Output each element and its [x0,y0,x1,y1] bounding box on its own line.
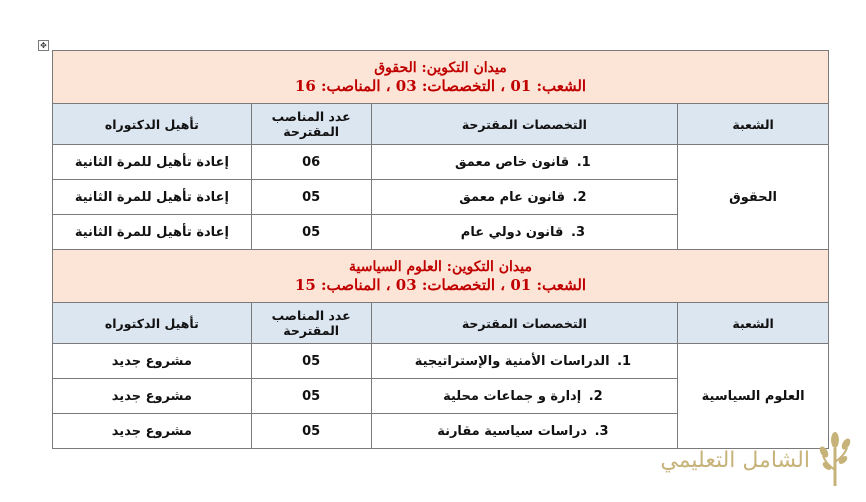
move-cross-icon: ✥ [40,41,47,50]
tree-logo-icon [818,430,852,490]
header-positions: عدد المناصب المقترحة [251,303,371,344]
field-label: ميدان التكوين: [421,60,507,76]
section-banner-cell [53,51,829,104]
branch-cell: الحقوق [678,145,829,250]
qualification-cell: مشروع جديد [53,379,252,414]
qualification-cell: إعادة تأهيل للمرة الثانية [53,145,252,180]
specialty-cell [371,379,678,414]
header-positions: عدد المناصب المقترحة [251,104,371,145]
positions-cell: 05 [251,180,371,215]
field-title [57,258,824,276]
field-title [57,59,824,77]
specialty-text: قانون دولي عام [460,224,564,240]
field-stats: الشعب: 01 ، التخصصات: 03 ، المناصب: 15 [294,276,587,294]
table-move-handle[interactable] [38,40,49,51]
positions-cell: 05 [251,344,371,379]
qualification-cell: مشروع جديد [53,414,252,449]
header-specialties: التخصصات المقترحة [371,104,678,145]
header-specialties: التخصصات المقترحة [371,303,678,344]
specialty-text: قانون عام معمق [459,189,565,205]
table-row [53,344,829,379]
watermark-text: الشامل التعليمي [660,447,810,473]
table-row [53,145,829,180]
row-number: 3. [570,224,585,240]
branch-cell: العلوم السياسية [678,344,829,449]
qualification-cell: إعادة تأهيل للمرة الثانية [53,180,252,215]
positions-cell: 05 [251,414,371,449]
header-qualification: تأهيل الدكتوراه [53,104,252,145]
section-banner-cell [53,250,829,303]
header-qualification: تأهيل الدكتوراه [53,303,252,344]
training-plan-table [52,50,829,449]
header-row [53,303,829,344]
specialty-cell [371,145,678,180]
specialty-cell [371,344,678,379]
field-label: ميدان التكوين: [446,259,532,275]
qualification-cell: مشروع جديد [53,344,252,379]
row-number: 1. [576,154,591,170]
row-number: 3. [594,423,609,439]
specialty-text: إدارة و جماعات محلية [443,388,582,404]
header-branch: الشعبة [678,104,829,145]
field-stats: الشعب: 01 ، التخصصات: 03 ، المناصب: 16 [294,77,587,95]
row-number: 2. [588,388,603,404]
specialty-text: دراسات سياسية مقارنة [437,423,588,439]
row-number: 2. [572,189,587,205]
positions-cell: 05 [251,379,371,414]
section-banner [53,51,829,104]
header-row [53,104,829,145]
specialty-cell [371,215,678,250]
field-name: العلوم السياسية [349,259,442,275]
positions-cell: 06 [251,145,371,180]
specialty-cell [371,180,678,215]
watermark [660,430,852,490]
specialty-cell [371,414,678,449]
qualification-cell: إعادة تأهيل للمرة الثانية [53,215,252,250]
header-branch: الشعبة [678,303,829,344]
specialty-text: الدراسات الأمنية والإستراتيجية [414,353,610,369]
positions-cell: 05 [251,215,371,250]
field-name: الحقوق [374,60,417,76]
section-banner [53,250,829,303]
specialty-text: قانون خاص معمق [455,154,570,170]
row-number: 1. [617,353,632,369]
